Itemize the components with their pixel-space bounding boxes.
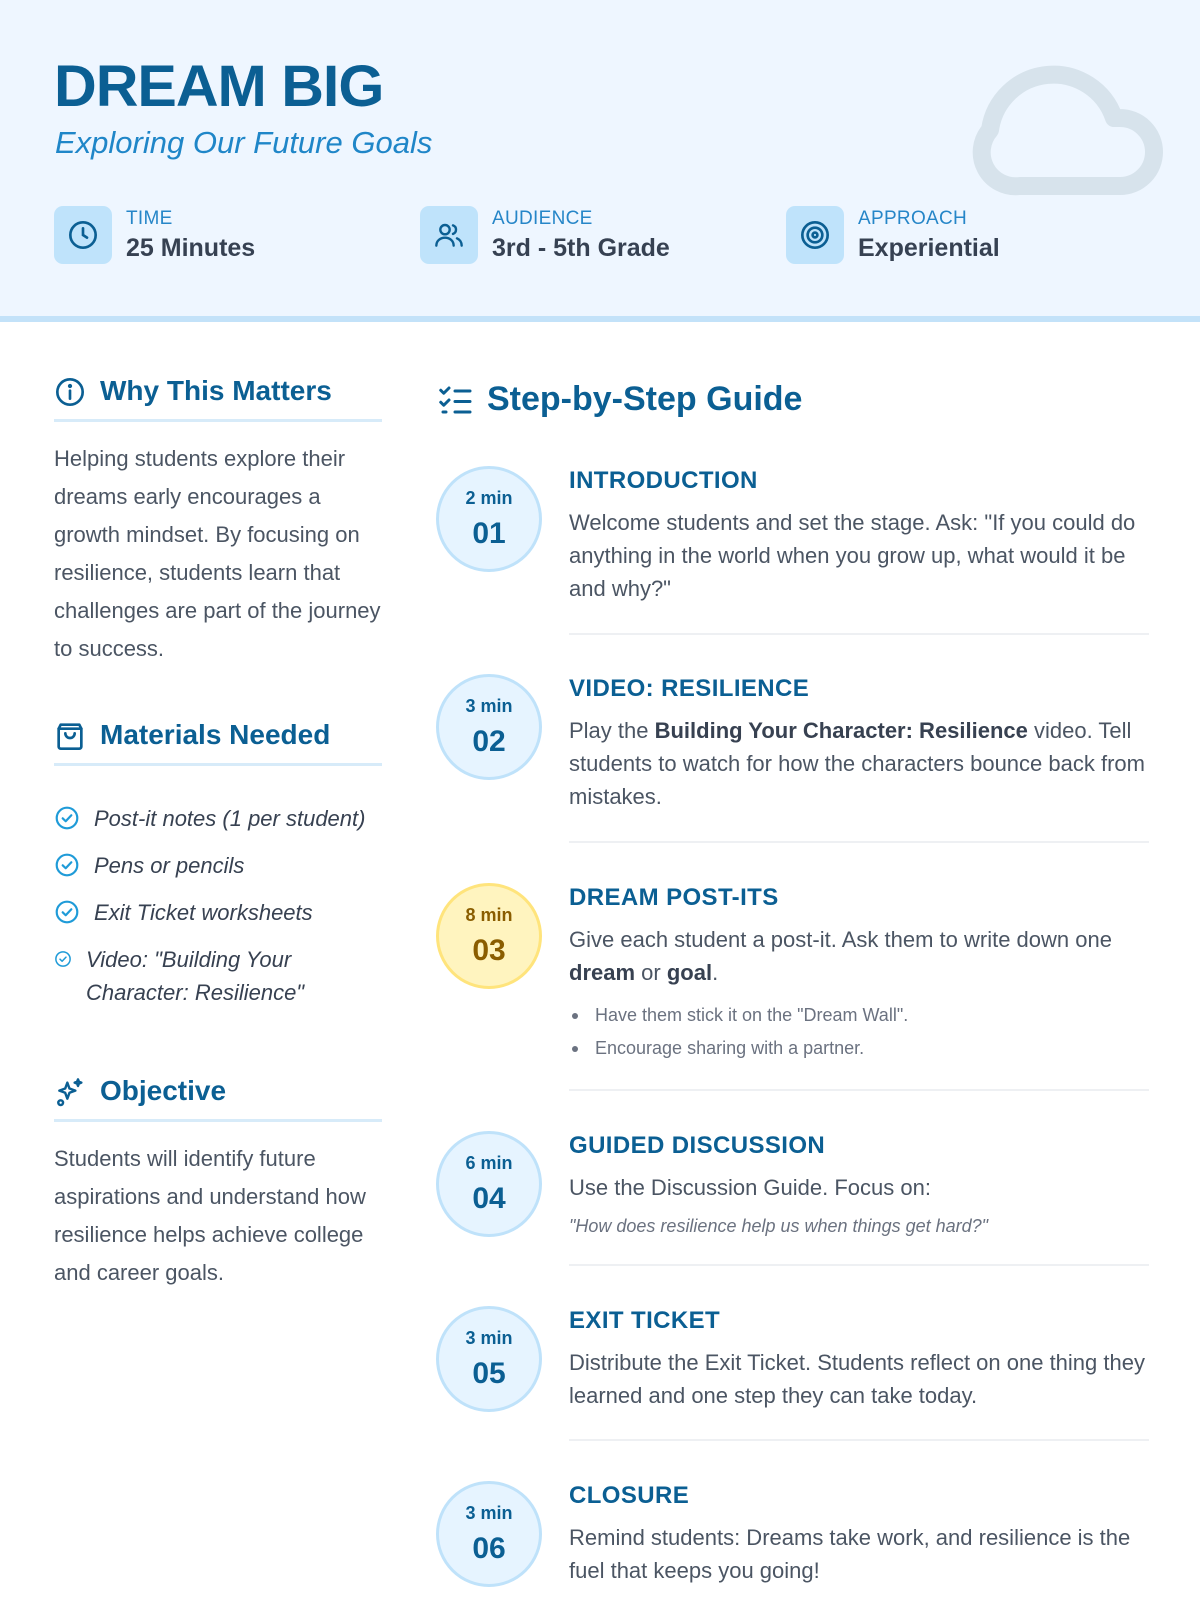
why-title: Why This Matters [100,375,332,406]
step-duration: 2 min [465,488,513,508]
step-number: 06 [472,1532,506,1565]
step-duration: 3 min [465,696,513,716]
step-badge [436,674,542,780]
list-item [54,849,384,882]
meta-audience [420,206,670,264]
step-bullets [569,999,1147,1065]
check-circle-icon [54,852,80,878]
step-badge [436,1131,542,1237]
why-heading [54,374,382,422]
step-title: VIDEO: RESILIENCE [569,675,810,702]
meta-approach [786,206,1000,264]
step-title: GUIDED DISCUSSION [569,1132,826,1159]
list-item [54,802,384,835]
checklist-icon [437,382,473,418]
meta-label: AUDIENCE [492,208,593,229]
header [0,0,1200,322]
divider [569,1439,1149,1441]
step-title: INTRODUCTION [569,467,758,494]
step-number: 02 [472,725,506,758]
step-badge [436,1481,542,1587]
info-icon [54,376,86,408]
page-subtitle: Exploring Our Future Goals [55,125,433,160]
step-duration: 8 min [465,905,513,925]
users-icon [420,206,478,264]
divider [569,841,1149,843]
meta-value: 25 Minutes [126,234,256,262]
objective-title: Objective [100,1075,227,1106]
check-circle-icon [54,899,80,925]
materials-heading [54,718,382,766]
step-duration: 6 min [465,1153,513,1173]
objective-heading [54,1074,382,1122]
cloud-icon [960,58,1170,208]
meta-label: APPROACH [858,208,968,229]
why-text: Helping students explore their dreams early encourages a growth mindset. By focusing on resilience, students learn that challenges are part of the journey to success. [54,446,381,661]
meta-label: TIME [126,208,173,229]
clock-icon [54,206,112,264]
step-number: 01 [472,517,506,550]
materials-title: Materials Needed [100,719,331,750]
materials-list [54,802,384,1023]
step-duration: 3 min [465,1503,513,1523]
step-title: CLOSURE [569,1482,690,1509]
material-text: Video: "Building Your Character: Resilience" [86,947,305,1005]
step-text: Remind students: Dreams take work, and resilience is the fuel that keeps you going! [569,1525,1131,1583]
meta-value: Experiential [858,234,1000,262]
divider [569,633,1149,635]
check-circle-icon [54,805,80,831]
bag-icon [54,720,86,752]
objective-text: Students will identify future aspirations and understand how resilience helps achieve college and career goals. [54,1146,366,1285]
list-item [54,896,384,929]
sparkles-icon [54,1076,86,1108]
list-item: Have them stick it on the "Dream Wall". [569,999,1147,1032]
step-number: 05 [472,1357,506,1390]
material-text: Pens or pencils [94,853,245,878]
step-quote: "How does resilience help us when things get hard?" [569,1216,989,1236]
step-text: Welcome students and set the stage. Ask: "If you could do anything in the world when you grow up, what would it be and why?" [569,510,1136,601]
step-duration: 3 min [465,1328,513,1348]
check-circle-icon [54,950,72,968]
step-text: Play the Building Your Character: Resilience video. Tell students to watch for how the characters bounce back from mistakes. [569,718,1145,809]
material-text: Post-it notes (1 per student) [94,806,366,831]
step-badge [436,466,542,572]
step-badge [436,1306,542,1412]
guide-title: Step-by-Step Guide [487,380,803,418]
page-title: DREAM BIG [54,54,384,119]
guide-heading [437,380,802,419]
list-item [54,943,384,1009]
step-title: DREAM POST-ITS [569,884,779,911]
step-text: Use the Discussion Guide. Focus on: [569,1175,931,1200]
meta-value: 3rd - 5th Grade [492,234,670,262]
step-badge-highlight [436,883,542,989]
step-number: 03 [472,934,506,967]
step-number: 04 [472,1182,506,1215]
step-text: Distribute the Exit Ticket. Students reflect on one thing they learned and one step they can take today. [569,1350,1145,1408]
step-text: Give each student a post-it. Ask them to write down one dream or goal. [569,927,1112,985]
target-icon [786,206,844,264]
list-item: Encourage sharing with a partner. [569,1032,1147,1065]
divider [569,1264,1149,1266]
material-text: Exit Ticket worksheets [94,900,313,925]
step-title: EXIT TICKET [569,1307,721,1334]
divider [569,1089,1149,1091]
meta-time [54,206,255,264]
